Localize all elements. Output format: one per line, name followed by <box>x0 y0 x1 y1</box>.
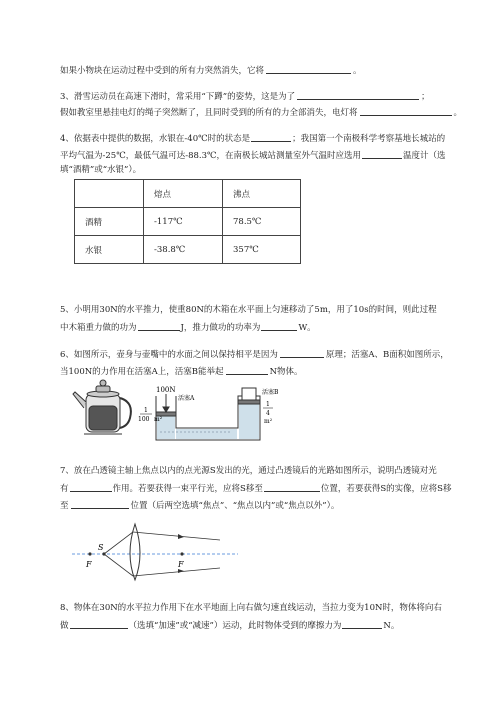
teapot-press-figure <box>70 372 280 450</box>
focus-left <box>88 552 91 555</box>
focus-right <box>180 552 183 555</box>
table-header-cell: 熔点 <box>144 180 223 208</box>
table-header-cell: 沸点 <box>223 180 301 208</box>
force-label: 100N <box>156 386 176 394</box>
table-cell: -38.8℃ <box>144 236 223 264</box>
answer-blank[interactable] <box>138 321 180 331</box>
answer-blank[interactable] <box>70 619 128 629</box>
answer-blank[interactable] <box>266 64 351 74</box>
table-cell: -117℃ <box>144 208 223 236</box>
hydraulic-press <box>156 388 260 440</box>
convex-lens-figure <box>70 520 240 582</box>
table-cell: 水银 <box>75 236 144 264</box>
teapot-illustration <box>73 380 131 434</box>
ray-arrow <box>178 569 184 573</box>
piston-a-area-num: 1 <box>144 407 148 414</box>
table-row <box>75 236 301 264</box>
focus-right-label: F <box>178 560 184 569</box>
piston-a-area-unit: m² <box>154 416 163 423</box>
answer-blank[interactable] <box>264 482 320 492</box>
piston-b-label: 活塞B <box>262 389 279 396</box>
answer-blank[interactable] <box>360 106 452 116</box>
question-1-tail: 如果小物块在运动过程中受到的所有力突然消失，它将 。 <box>60 66 362 76</box>
piston-a-label: 活塞A <box>178 395 195 402</box>
answer-blank[interactable] <box>342 619 382 629</box>
focus-left-label: F <box>86 560 92 569</box>
table-header-cell <box>75 180 144 208</box>
piston-a-area-den: 100 <box>138 416 150 423</box>
answer-blank[interactable] <box>261 321 297 331</box>
piston-b-area-den: 4 <box>266 410 270 417</box>
table-cell: 78.5℃ <box>223 208 301 236</box>
answer-blank[interactable] <box>251 132 291 142</box>
table-row <box>75 208 301 236</box>
table-cell: 酒精 <box>75 208 144 236</box>
answer-blank[interactable] <box>297 90 419 100</box>
answer-blank[interactable] <box>280 348 324 358</box>
source-label: S <box>98 543 104 552</box>
answer-blank[interactable] <box>71 499 129 509</box>
table-header-row <box>75 180 301 208</box>
answer-blank[interactable] <box>70 482 112 492</box>
piston-b-area-unit: m² <box>264 418 273 425</box>
table-cell: 357℃ <box>223 236 301 264</box>
melting-boiling-point-table <box>74 179 301 264</box>
answer-blank[interactable] <box>362 149 402 159</box>
piston-b-area-num: 1 <box>266 401 270 408</box>
point-source-s <box>102 552 105 555</box>
